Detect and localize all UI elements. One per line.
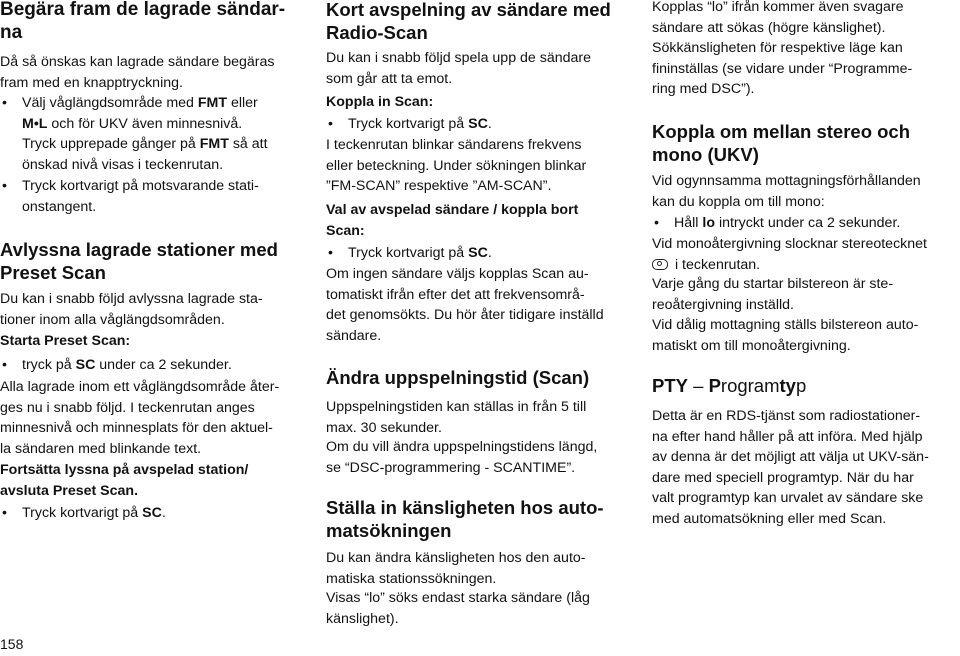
text-line: fininställas (se vidare under “Programme- (652, 60, 913, 77)
text-line: Vid dålig mottagning ställs bilstereon auto- (652, 317, 919, 333)
heading-line: Radio-Scan (326, 22, 428, 43)
text-line: Kopplas “lo” ifrån kommer även svagare (652, 0, 904, 15)
text-line: fram med en knapptryckning. (0, 74, 183, 91)
text-line: • tryck på SC under ca 2 sekunder. (22, 357, 232, 373)
heading-line: Avlyssna lagrade stationer med (0, 239, 278, 260)
text-line: Du kan i snabb följd spela upp de sändare (326, 50, 592, 66)
bullet-item (0, 176, 300, 217)
paragraph (326, 437, 634, 478)
heading-line: mono (UKV) (652, 144, 759, 165)
bullet-item (0, 355, 300, 376)
paragraph (326, 548, 634, 589)
text-line: • Håll lo intryckt under ca 2 sekunder. (674, 215, 901, 231)
stereo-icon (652, 259, 668, 270)
heading-pty: PTY – Programtyp (652, 375, 807, 396)
text-line: ring med DSC”). (652, 81, 755, 98)
heading-line: Kort avspelning av sändare med (326, 0, 611, 20)
text-line: M•L och för UKV även minnesnivå. (22, 115, 243, 132)
text-line: reoåtergivning inställd. (652, 296, 794, 313)
text-line: Fortsätta lyssna på avspelad station/ (0, 462, 249, 478)
text-line: Vid ogynnsamma mottagningsförhållanden (652, 173, 921, 189)
text-line: tioner inom alla våglängdsområden. (0, 311, 225, 328)
paragraph (0, 289, 300, 330)
text-line: i teckenrutan. (652, 255, 960, 276)
text-line: dare med speciell programtyp. När du har (652, 469, 914, 486)
text-line: matiska stationssökningen. (326, 570, 497, 587)
text-line: med automatsökning eller med Scan. (652, 510, 887, 527)
text-line: minnesnivå och minnesplats för den aktuel- (0, 420, 273, 437)
paragraph (326, 397, 634, 438)
text-line: Du kan ändra känsligheten hos den auto- (326, 550, 586, 566)
text-line: na efter hand håller på att införa. Med hjälp (652, 428, 923, 445)
text-line: sändare. (326, 327, 382, 344)
heading-recall-stations (0, 0, 300, 44)
paragraph (652, 315, 960, 356)
heading-line: Ställa in känsligheten hos auto- (326, 497, 604, 518)
subheading-select-station (326, 200, 634, 241)
text-line: Vid monoåtergivning slocknar stereotecknet (652, 236, 927, 252)
subheading-continue-listening (0, 460, 300, 501)
text-line: eller beteckning. Under sökningen blinkar (326, 157, 587, 174)
text-line: Scan: (326, 222, 365, 239)
text-line: Om ingen sändare väljs kopplas Scan au- (326, 266, 589, 282)
text-line: Alla lagrade inom ett våglängdsområde åter- (0, 379, 280, 395)
paragraph (326, 588, 634, 629)
bullet-item (652, 213, 960, 234)
text-line: matiskt om till monoåtergivning. (652, 337, 851, 354)
text-line: avsluta Preset Scan. (0, 482, 139, 499)
paragraph (326, 135, 634, 197)
heading-change-scan-time: Ändra uppspelningstid (Scan) (326, 367, 590, 388)
paragraph (326, 48, 634, 89)
heading-stereo-mono (652, 120, 960, 166)
heading-sensitivity (326, 496, 634, 542)
heading-line: na (0, 22, 23, 43)
text-line: la sändaren med blinkande text. (0, 440, 202, 457)
paragraph (0, 52, 300, 93)
text-line: Sökkänsligheten för respektive läge kan (652, 40, 903, 57)
text-line: tomatiskt ifrån efter det att frekvensområ- (326, 286, 585, 303)
paragraph (652, 0, 960, 100)
paragraph (0, 377, 300, 459)
paragraph (652, 274, 960, 315)
paragraph (326, 264, 634, 346)
text-line: • Tryck kortvarigt på motsvarande stati- (22, 178, 259, 194)
text-line: Då så önskas kan lagrade sändare begäras (0, 54, 275, 70)
paragraph (652, 406, 960, 530)
text-line: kan du koppla om till mono: (652, 193, 825, 210)
heading-radio-scan (326, 0, 634, 44)
text-line: • Tryck kortvarigt på SC. (348, 245, 492, 261)
text-line: se “DSC-programmering - SCANTIME”. (326, 459, 576, 476)
text-line: max. 30 sekunder. (326, 419, 442, 436)
text-line: Du kan i snabb följd avlyssna lagrade sta- (0, 291, 263, 307)
text-line: Val av avspelad sändare / koppla bort (326, 202, 579, 218)
heading-line: Preset Scan (0, 262, 106, 283)
subheading-enable-scan: Koppla in Scan: (326, 94, 434, 110)
text-line: Tryck upprepade gånger på FMT så att (22, 136, 268, 153)
text-line: Varje gång du startar bilstereon är ste- (652, 276, 894, 292)
text-line: som går att ta emot. (326, 70, 453, 87)
text-line: av denna är det möjligt att välja ut UKV-sän- (652, 449, 929, 466)
text-line: Om du vill ändra uppspelningstidens längd, (326, 439, 598, 455)
text-line: ”FM-SCAN” respektive ”AM-SCAN”. (326, 178, 552, 195)
text-line: sändare att sökas (högre känslighet). (652, 19, 886, 36)
heading-line: matsökningen (326, 520, 452, 541)
text-line: Detta är en RDS-tjänst som radiostationer- (652, 408, 921, 424)
text-line: valt programtyp kan urvalet av sändare ske (652, 490, 924, 507)
text-line: det genomsökts. Du hör åter tidigare inställd (326, 307, 604, 324)
heading-line: Begära fram de lagrade sändar- (0, 0, 286, 20)
text-line: I teckenrutan blinkar sändarens frekvens (326, 137, 582, 153)
text-line: känslighet). (326, 610, 399, 627)
paragraph (652, 171, 960, 212)
bullet-item (0, 93, 300, 175)
page-number: 158 (0, 636, 24, 652)
text-line: önskad nivå visas i teckenrutan. (22, 156, 224, 173)
heading-line: Koppla om mellan stereo och (652, 121, 911, 142)
bullet-item (326, 243, 634, 264)
bullet-item (0, 503, 300, 524)
bullet-item (326, 114, 634, 135)
text-line: Uppspelningstiden kan ställas in från 5 till (326, 399, 587, 415)
subheading-start-preset-scan: Starta Preset Scan: (0, 333, 131, 349)
paragraph (652, 234, 960, 275)
text-line: • Tryck kortvarigt på SC. (348, 116, 492, 132)
heading-preset-scan (0, 238, 300, 284)
text-line: onstangent. (22, 198, 97, 215)
text-line: • Välj våglängdsområde med FMT eller (22, 95, 258, 111)
text-line: ges nu i snabb följd. I teckenrutan anges (0, 399, 255, 416)
text-line: Visas “lo” söks endast starka sändare (låg (326, 590, 590, 606)
text-line: • Tryck kortvarigt på SC. (22, 505, 166, 521)
